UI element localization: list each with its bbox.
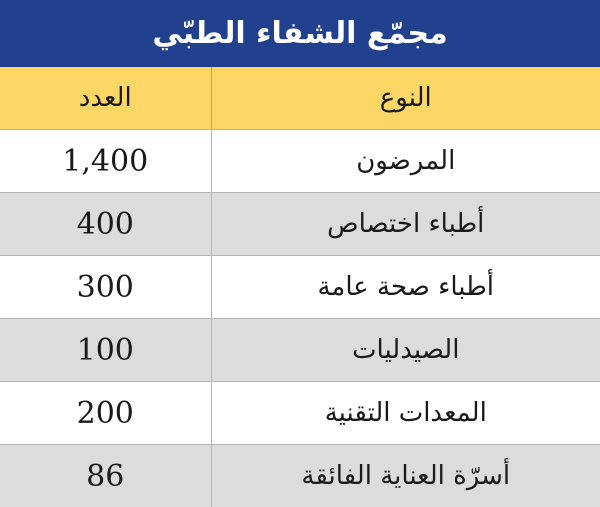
facility-table [0, 67, 600, 507]
table-row [0, 382, 600, 445]
type-cell: المرضون [211, 130, 600, 193]
type-cell: أسرّة العناية الفائقة [211, 445, 600, 507]
count-cell: 86 [0, 445, 211, 507]
table-row [0, 193, 600, 256]
type-cell: الصيدليات [211, 319, 600, 382]
column-header-count: العدد [0, 67, 211, 130]
count-cell: 400 [0, 193, 211, 256]
count-cell: 1,400 [0, 130, 211, 193]
count-cell: 300 [0, 256, 211, 319]
type-cell: أطباء صحة عامة [211, 256, 600, 319]
table-header-row [0, 67, 600, 130]
type-cell: المعدات التقنية [211, 382, 600, 445]
table-row [0, 130, 600, 193]
count-cell: 100 [0, 319, 211, 382]
column-header-type: النوع [211, 67, 600, 130]
table-row [0, 256, 600, 319]
type-cell: أطباء اختصاص [211, 193, 600, 256]
table-row [0, 445, 600, 507]
page-title: مجمّع الشفاء الطبّي [152, 16, 447, 51]
count-cell: 200 [0, 382, 211, 445]
table-row [0, 319, 600, 382]
title-bar [0, 0, 600, 67]
